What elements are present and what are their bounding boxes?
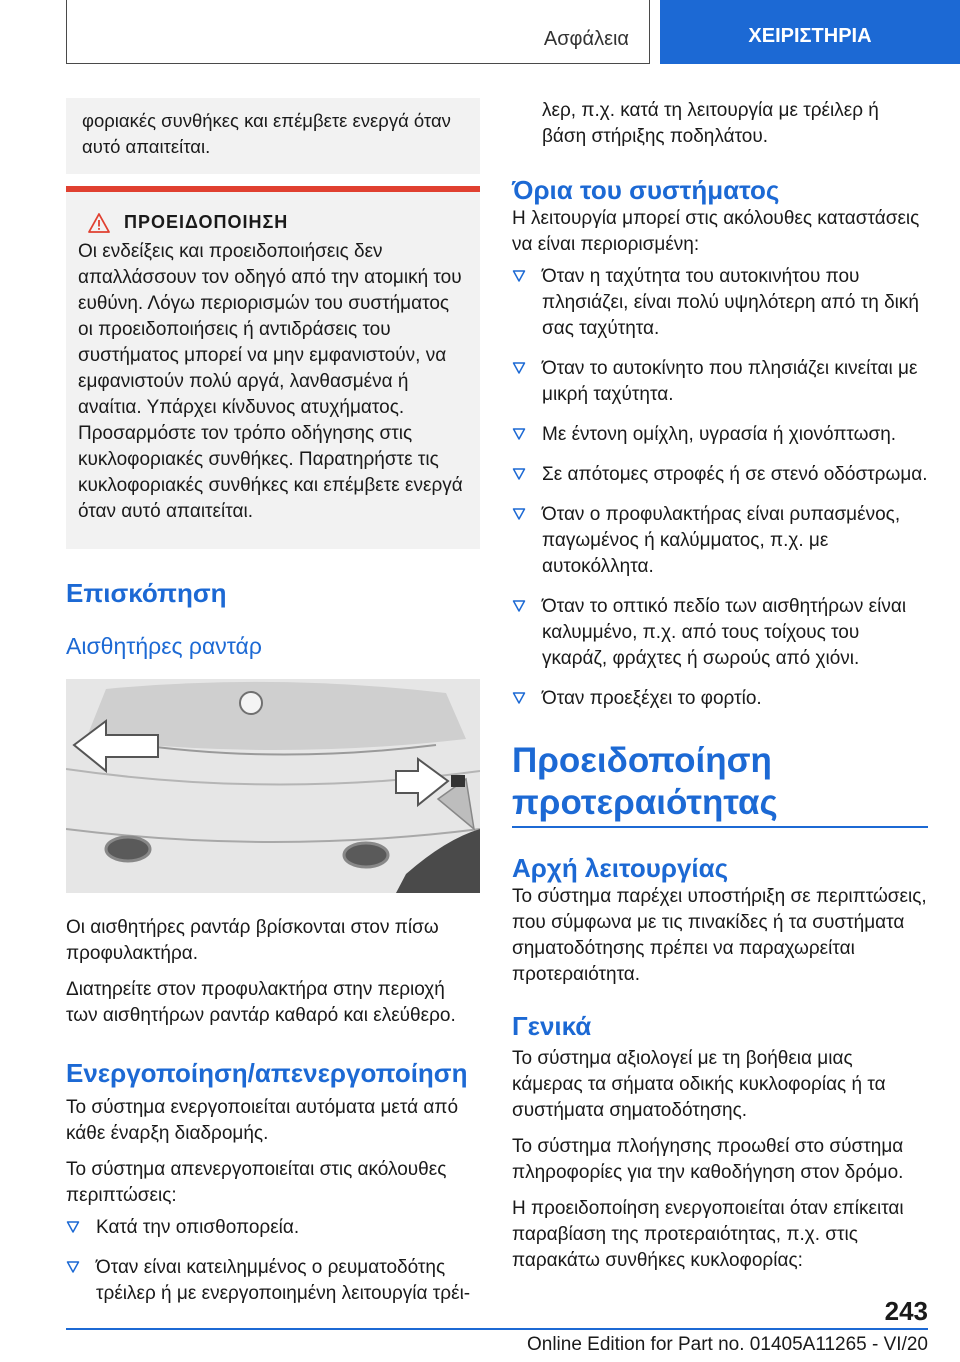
deactivation-list <box>66 1215 480 1307</box>
left-column <box>66 98 480 1321</box>
list-item <box>512 502 928 580</box>
warning-triangle-icon <box>88 213 110 233</box>
system-limits-list <box>512 264 928 712</box>
general-text-1: Το σύστημα αξιολογεί με τη βοήθεια μιας κάμερας τα σήματα οδικής κυκλοφορίας ή τα συστήματα σηματοδότησης. <box>512 1047 886 1121</box>
list-item-text: Όταν ο προφυλακτήρας είναι ρυπασμένος, παγωμένος ή καλύμματος, π.χ. με αυτοκόλλητα. <box>542 504 901 577</box>
general-heading: Γενικά <box>512 1010 592 1041</box>
list-item <box>512 462 928 488</box>
bullet-triangle-icon <box>512 467 526 481</box>
list-item <box>66 1255 480 1307</box>
bullet-triangle-icon <box>66 1260 80 1274</box>
system-limits-intro: Η λειτουργία μπορεί στις ακόλουθες καταστάσεις να είναι περιορισμένη: <box>512 208 920 255</box>
page-number: 243 <box>884 1296 928 1326</box>
continuation-text: λερ, π.χ. κατά τη λειτουργία με τρέιλερ ή βάση στήριξης ποδηλάτου. <box>542 100 879 147</box>
list-item <box>66 1215 480 1241</box>
bullet-triangle-icon <box>512 691 526 705</box>
header-section-box <box>66 0 650 64</box>
list-item-text: Με έντονη ομίχλη, υγρασία ή χιονόπτωση. <box>542 424 897 445</box>
list-item <box>512 356 928 408</box>
bullet-triangle-icon <box>512 427 526 441</box>
priority-warning-heading: Προειδοποίηση προτεραιότητας <box>512 741 778 822</box>
intro-text: φοριακές συνθήκες και επέμβετε ενεργά όταν αυτό απαιτείται. <box>82 110 451 157</box>
intro-box <box>66 98 480 174</box>
radar-location-text: Οι αισθητήρες ραντάρ βρίσκονται στον πίσω προφυλακτήρα. <box>66 917 439 964</box>
list-item-text: Κατά την οπισθοπορεία. <box>96 1217 300 1238</box>
general-text-3: Η προειδοποίηση ενεργοποιείται όταν επίκειται παραβίαση της προτεραιότητας, π.χ. στις παρακάτω συνθήκες κυκλοφορίας: <box>512 1197 904 1271</box>
footer-rule <box>66 1328 928 1330</box>
list-item <box>512 422 928 448</box>
warning-text: Οι ενδείξεις και προειδοποιήσεις δεν απαλλάσσουν τον οδηγό από την ατομική του ευθύνη. Λόγω περιορισμών του συστήματος οι προειδοποιήσεις ή αντιδράσεις του συστήματος μπορεί να μην εμφανιστούν, να εμφανιστούν πολύ αργά, λανθασμένα ή αναίτια. Υπάρχει κίνδυνος ατυχήματος. Προσαρμόστε τον τρόπο οδήγησης στις κυκλοφοριακές συνθήκες. Παρατηρήστε τις κυκλοφοριακές συνθήκες και επέμβετε ενεργά όταν αυτό απαιτείται. <box>78 241 463 522</box>
list-item-text: Όταν το οπτικό πεδίο των αισθητήρων είναι καλυμμένο, π.χ. από τους τοίχους του γκαράζ, φράχτες ή σωρούς από χιόνι. <box>542 596 907 669</box>
activation-text: Το σύστημα ενεργοποιείται αυτόματα μετά από κάθε έναρξη διαδρομής. <box>66 1097 459 1144</box>
bullet-triangle-icon <box>512 269 526 283</box>
bullet-triangle-icon <box>512 361 526 375</box>
list-item-text: Όταν προεξέχει το φορτίο. <box>542 688 762 709</box>
list-item-text: Όταν είναι κατειλημμένος ο ρευματοδότης τρέιλερ ή με ενεργοποιημένη λειτουργία τρέι- <box>96 1257 471 1304</box>
deactivation-intro: Το σύστημα απενεργοποιείται στις ακόλουθες περιπτώσεις: <box>66 1159 447 1206</box>
overview-heading: Επισκόπηση <box>66 578 227 608</box>
header-section-title: Ασφάλεια <box>543 28 629 50</box>
general-text-2: Το σύστημα πλοήγησης προωθεί στο σύστημα πληροφορίες για την καθοδήγηση στον δρόμο. <box>512 1135 904 1183</box>
list-item <box>512 594 928 672</box>
bullet-triangle-icon <box>512 507 526 521</box>
bullet-triangle-icon <box>512 599 526 613</box>
list-item <box>512 686 928 712</box>
edition-text: Online Edition for Part no. 01405A11265 - VI/20 <box>526 1334 928 1355</box>
radar-sensors-heading: Αισθητήρες ραντάρ <box>66 633 262 659</box>
list-item-text: Όταν η ταχύτητα του αυτοκινήτου που πλησιάζει, είναι πολύ υψηλότερη από τη δική σας ταχύτητα. <box>542 266 919 339</box>
rear-bumper-radar-photo <box>66 679 480 893</box>
right-column <box>512 98 928 1274</box>
activation-heading: Ενεργοποίηση/απενεργοποίηση <box>66 1058 468 1088</box>
radar-clean-text: Διατηρείτε στον προφυλακτήρα στην περιοχή των αισθητήρων ραντάρ καθαρό και ελεύθερο. <box>66 979 456 1026</box>
principle-heading: Αρχή λειτουργίας <box>512 852 729 883</box>
system-limits-heading: Όρια του συστήματος <box>512 175 780 205</box>
warning-title: ΠΡΟΕΙΔΟΠΟΙΗΣΗ <box>124 212 289 232</box>
warning-box <box>66 186 480 549</box>
list-item-text: Όταν το αυτοκίνητο που πλησιάζει κινείται με μικρή ταχύτητα. <box>542 358 918 405</box>
list-item <box>512 264 928 342</box>
principle-text: Το σύστημα παρέχει υποστήριξη σε περιπτώσεις, που σύμφωνα με τις πινακίδες ή τα συστήματα σηματοδότησης πρέπει να παραχωρείται προτεραιότητα. <box>512 885 927 985</box>
bullet-triangle-icon <box>66 1220 80 1234</box>
list-item-text: Σε απότομες στροφές ή σε στενό οδόστρωμα. <box>542 464 928 485</box>
header-chapter-tab: ΧΕΙΡΙΣΤΗΡΙΑ <box>660 0 960 64</box>
